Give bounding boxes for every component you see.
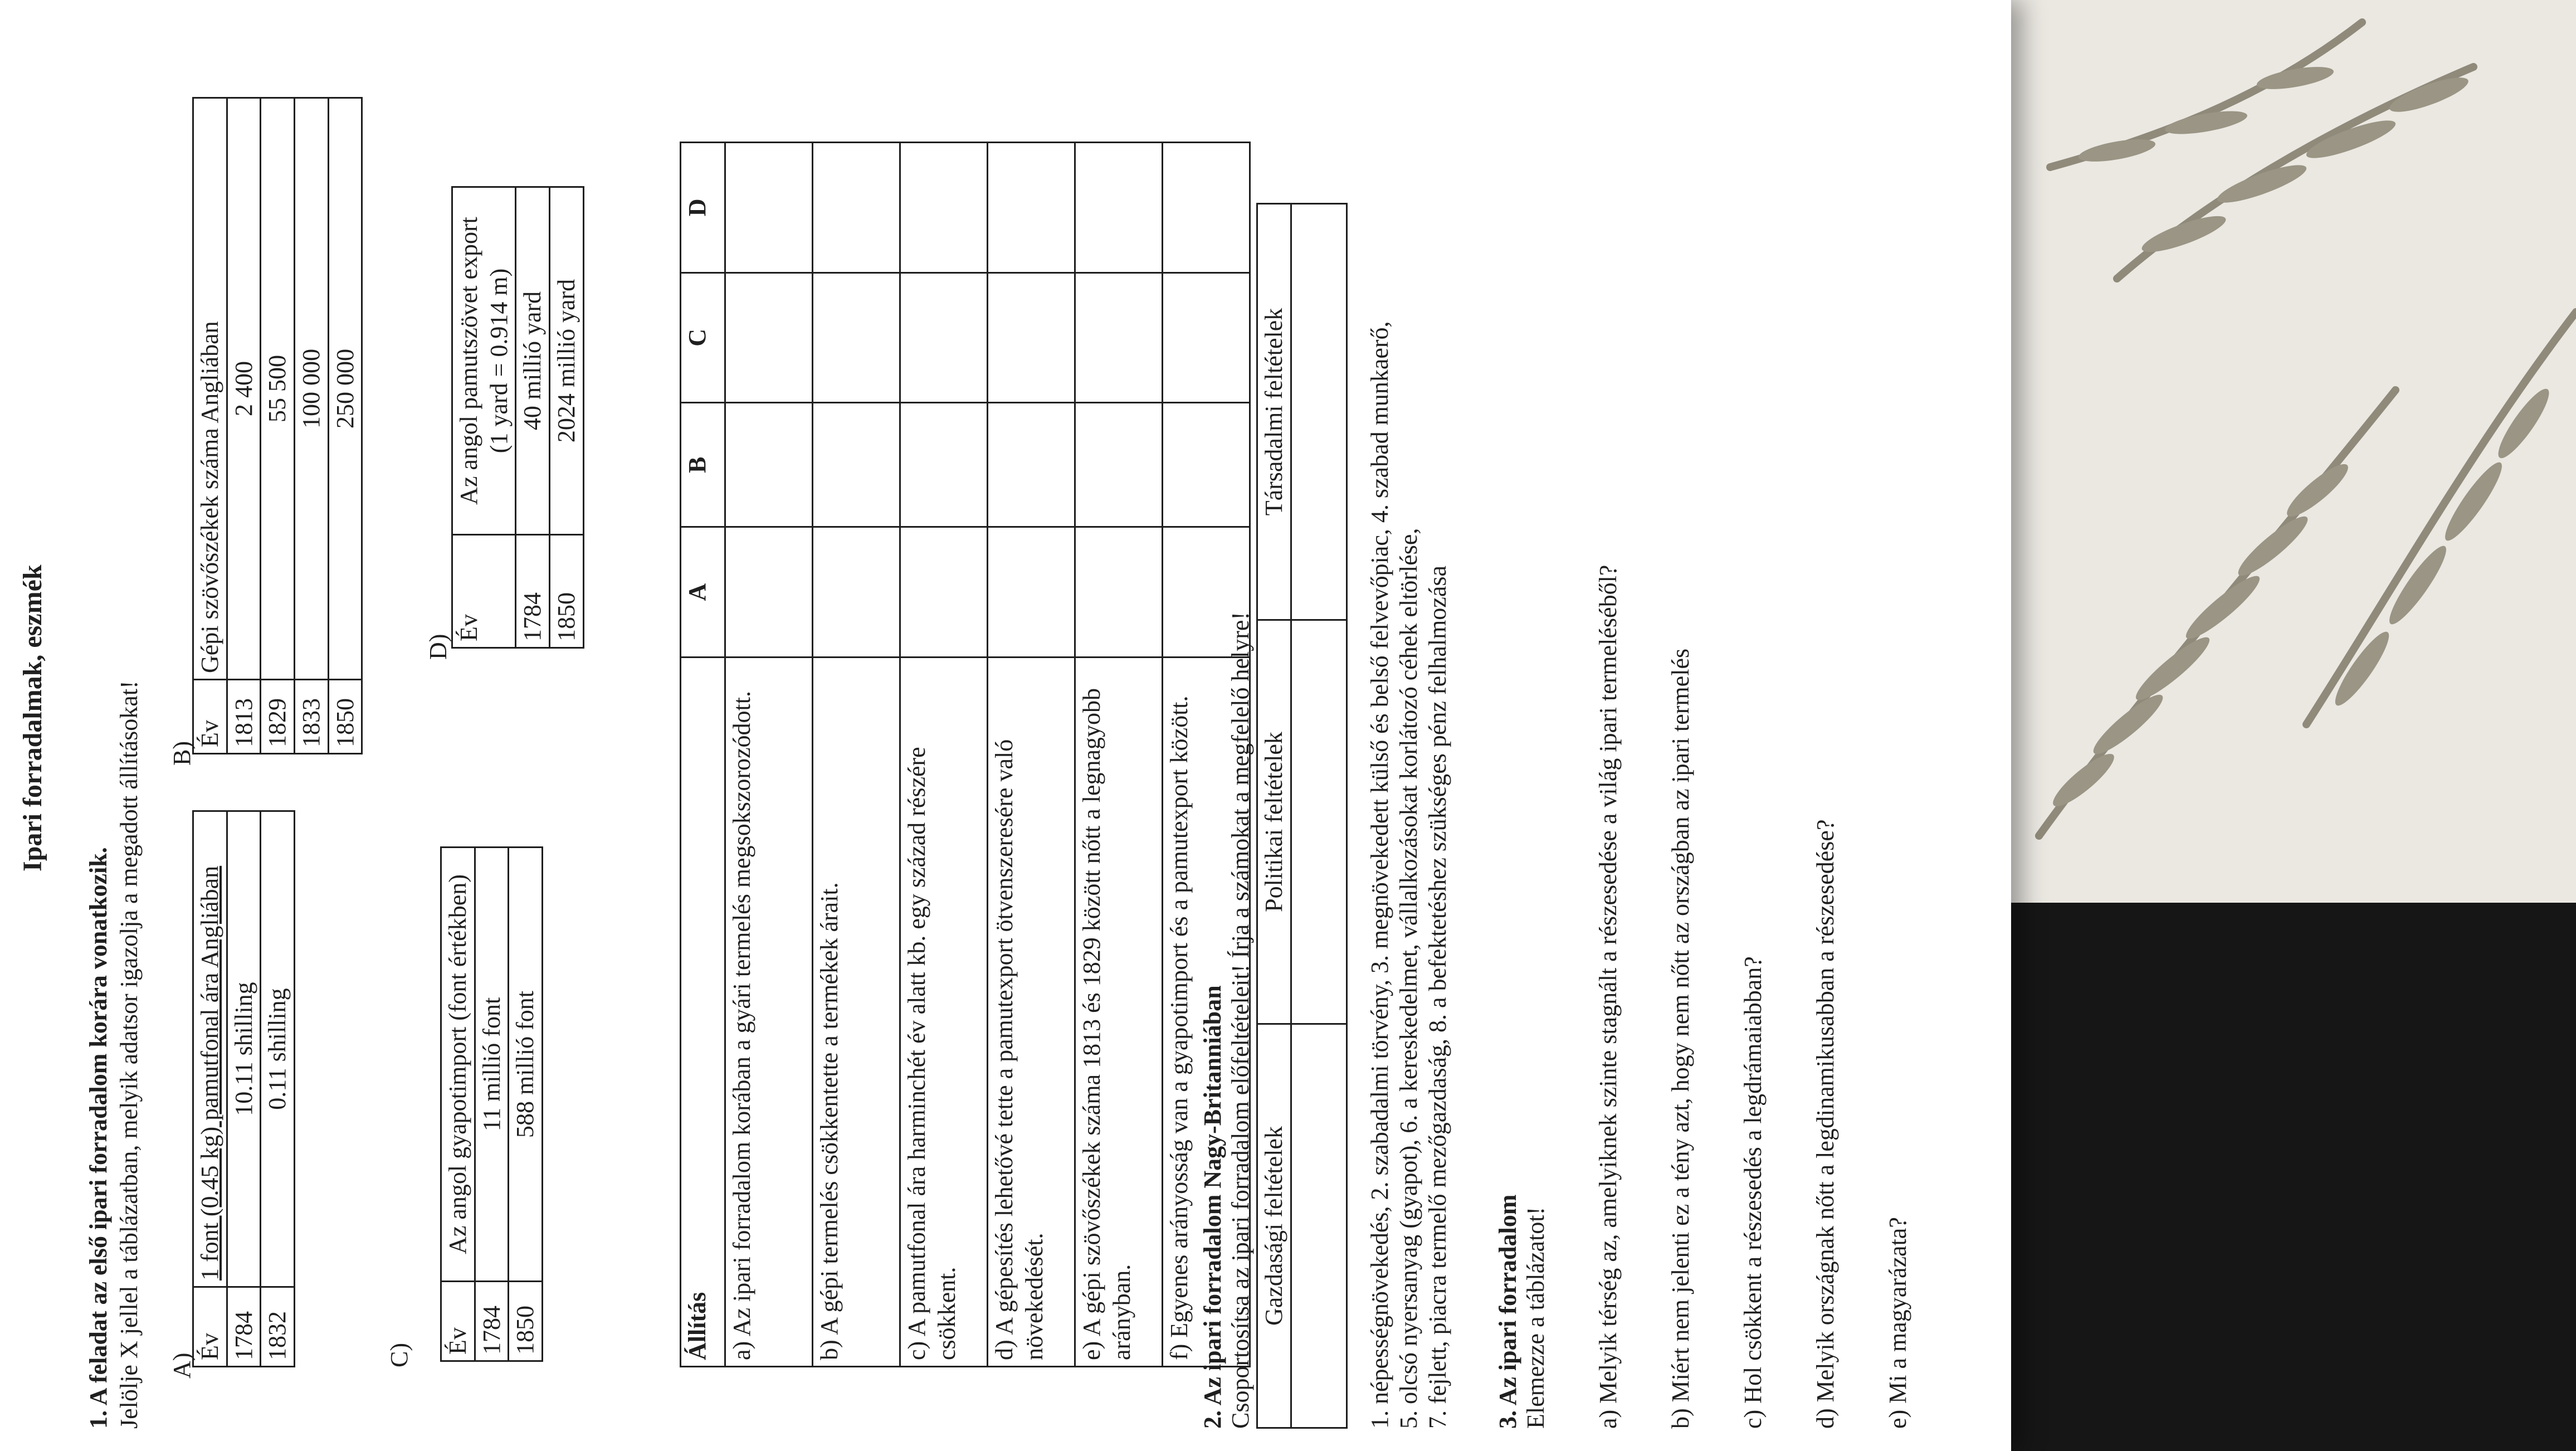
question-d: d) Melyik országnak nőtt a legdinamikusabban a részesedése? bbox=[1812, 819, 1839, 1429]
task3-heading: 3. Az ipari forradalom bbox=[1494, 1194, 1521, 1429]
answer-cell[interactable] bbox=[1163, 272, 1250, 403]
task2-heading: 2. Az ipari forradalom Nagy-Britanniában bbox=[1199, 985, 1226, 1429]
table-b-cell: 1850 bbox=[328, 680, 362, 754]
task1-heading: 1. A feladat az első ipari forradalom korára vonatkozik. bbox=[85, 847, 112, 1429]
answer-cell[interactable] bbox=[725, 143, 813, 273]
table-a-cell: 1784 bbox=[227, 1287, 261, 1367]
question-e: e) Mi a magyarázata? bbox=[1884, 1217, 1911, 1429]
matrix-header-a: A bbox=[681, 527, 725, 658]
table-b-cell: 250 000 bbox=[328, 98, 362, 680]
table-d-col-year: Év bbox=[452, 535, 516, 648]
matrix-header-b: B bbox=[681, 403, 725, 527]
statement-a: a) Az ipari forradalom korában a gyári termelés megsokszorozódott. bbox=[725, 658, 813, 1367]
answer-economic[interactable] bbox=[1291, 1024, 1346, 1428]
table-c-col-year: Év bbox=[441, 1282, 475, 1361]
answer-cell[interactable] bbox=[1075, 272, 1163, 403]
statement-f: f) Egyenes arányosság van a gyapotimport és a pamutexport között. bbox=[1163, 658, 1250, 1367]
answer-cell[interactable] bbox=[1163, 143, 1250, 273]
statement-e: e) A gépi szövőszékek száma 1813 és 1829 között nőtt a legnagyobb arányban. bbox=[1075, 658, 1163, 1367]
table-b bbox=[192, 97, 363, 754]
col-economic: Gazdasági feltételek bbox=[1257, 1024, 1291, 1428]
table-c-col-import: Az angol gyapotimport (font értékben) bbox=[441, 848, 475, 1282]
table-d-cell: 1850 bbox=[550, 535, 584, 648]
table-d-cell: 40 millió yard bbox=[516, 187, 550, 535]
answer-cell[interactable] bbox=[1075, 143, 1163, 273]
answer-cell[interactable] bbox=[900, 143, 988, 273]
conditions-list-line2: 5. olcsó nyersanyag (gyapot), 6. a kereskedelmet, vállalkozásokat korlátozó céhek eltörlése, bbox=[1395, 528, 1422, 1429]
answer-cell[interactable] bbox=[813, 143, 900, 273]
table-b-cell: 100 000 bbox=[295, 98, 329, 680]
answer-cell[interactable] bbox=[900, 527, 988, 658]
answer-cell[interactable] bbox=[900, 272, 988, 403]
answer-cell[interactable] bbox=[988, 403, 1075, 527]
answer-cell[interactable] bbox=[725, 403, 813, 527]
table-c bbox=[440, 846, 543, 1362]
fabric-background bbox=[1972, 0, 2576, 903]
question-b: b) Miért nem jelenti ez a tény azt, hogy nem nőtt az országban az ipari termelés bbox=[1667, 648, 1694, 1429]
conditions-list-line3: 7. fejlett, piacra termelő mezőgazdaság, 8. a befektetéshez szükséges pénz felhalmozása bbox=[1424, 565, 1451, 1429]
question-a: a) Melyik térség az, amelyiknek szinte stagnált a részesedése a világ ipari termeléséből? bbox=[1594, 564, 1622, 1429]
table-c-cell: 1850 bbox=[509, 1282, 543, 1361]
table-c-cell: 588 millió font bbox=[509, 848, 543, 1282]
table-b-col-year: Év bbox=[193, 680, 227, 754]
answer-cell[interactable] bbox=[988, 143, 1075, 273]
table-d-cell: 2024 millió yard bbox=[550, 187, 584, 535]
conditions-list-line1: 1. népességnövekedés, 2. szabadalmi törvény, 3. megnövekedett külső és belső felvevőpiac, 4. szabad munkaerő, bbox=[1366, 321, 1393, 1429]
table-b-cell: 2 400 bbox=[227, 98, 261, 680]
table-a-cell: 1832 bbox=[261, 1287, 295, 1367]
matrix-header-c: C bbox=[681, 272, 725, 403]
answer-cell[interactable] bbox=[988, 527, 1075, 658]
fern-pattern bbox=[1972, 0, 2576, 903]
table-b-cell: 55 500 bbox=[261, 98, 295, 680]
answer-cell[interactable] bbox=[988, 272, 1075, 403]
table-b-col-looms: Gépi szövőszékek száma Angliában bbox=[193, 98, 227, 680]
task1-instruction: Jelölje X jellel a táblázatban, melyik adatsor igazolja a megadott állításokat! bbox=[115, 680, 143, 1429]
question-c: c) Hol csökkent a részesedés a legdrámaiabban? bbox=[1739, 956, 1767, 1429]
table-c-label: C) bbox=[386, 1343, 413, 1367]
table-a-label: A) bbox=[168, 1352, 196, 1379]
matrix-header-statement: Állítás bbox=[681, 658, 725, 1367]
col-social: Társadalmi feltételek bbox=[1257, 204, 1291, 620]
statement-c: c) A pamutfonal ára harminchét év alatt kb. egy század részére csökkent. bbox=[900, 658, 988, 1367]
page-title: Ipari forradalmak, eszmék bbox=[18, 564, 47, 871]
table-a bbox=[192, 810, 295, 1367]
answer-cell[interactable] bbox=[725, 527, 813, 658]
statement-matrix bbox=[680, 142, 1251, 1367]
answer-cell[interactable] bbox=[900, 403, 988, 527]
answer-cell[interactable] bbox=[1075, 403, 1163, 527]
answer-political[interactable] bbox=[1291, 620, 1346, 1024]
task2-instruction: Csoportosítsa az ipari forradalom előfeltételeit! Írja a számokat a megfelelő helyre! bbox=[1227, 611, 1254, 1429]
statement-b: b) A gépi termelés csökkentette a termékek árait. bbox=[813, 658, 900, 1367]
table-b-cell: 1829 bbox=[261, 680, 295, 754]
answer-cell[interactable] bbox=[725, 272, 813, 403]
table-c-cell: 11 millió font bbox=[475, 848, 509, 1282]
table-a-col-price: 1 font (0.45 kg) pamutfonal ára Angliában bbox=[193, 811, 227, 1287]
answer-cell[interactable] bbox=[813, 272, 900, 403]
table-a-col-year: Év bbox=[193, 1287, 227, 1367]
table-d bbox=[451, 186, 584, 649]
answer-cell[interactable] bbox=[1163, 403, 1250, 527]
matrix-header-d: D bbox=[681, 143, 725, 273]
col-political: Politikai feltételek bbox=[1257, 620, 1291, 1024]
answer-social[interactable] bbox=[1291, 204, 1346, 620]
answer-cell[interactable] bbox=[813, 403, 900, 527]
table-d-label: D) bbox=[425, 634, 452, 660]
table-d-col-export: Az angol pamutszövet export (1 yard = 0.914 m) bbox=[452, 187, 516, 535]
table-c-cell: 1784 bbox=[475, 1282, 509, 1361]
answer-cell[interactable] bbox=[813, 527, 900, 658]
task3-instruction: Elemezze a táblázatot! bbox=[1522, 1206, 1549, 1429]
table-b-cell: 1833 bbox=[295, 680, 329, 754]
answer-cell[interactable] bbox=[1075, 527, 1163, 658]
table-b-label: B) bbox=[168, 741, 196, 766]
table-a-cell: 0.11 shilling bbox=[261, 811, 295, 1287]
conditions-table bbox=[1256, 203, 1348, 1429]
table-d-cell: 1784 bbox=[516, 535, 550, 648]
table-a-cell: 10.11 shilling bbox=[227, 811, 261, 1287]
statement-d: d) A gépesítés lehetővé tette a pamutexport ötvenszeresére való növekedését. bbox=[988, 658, 1075, 1367]
table-b-cell: 1813 bbox=[227, 680, 261, 754]
